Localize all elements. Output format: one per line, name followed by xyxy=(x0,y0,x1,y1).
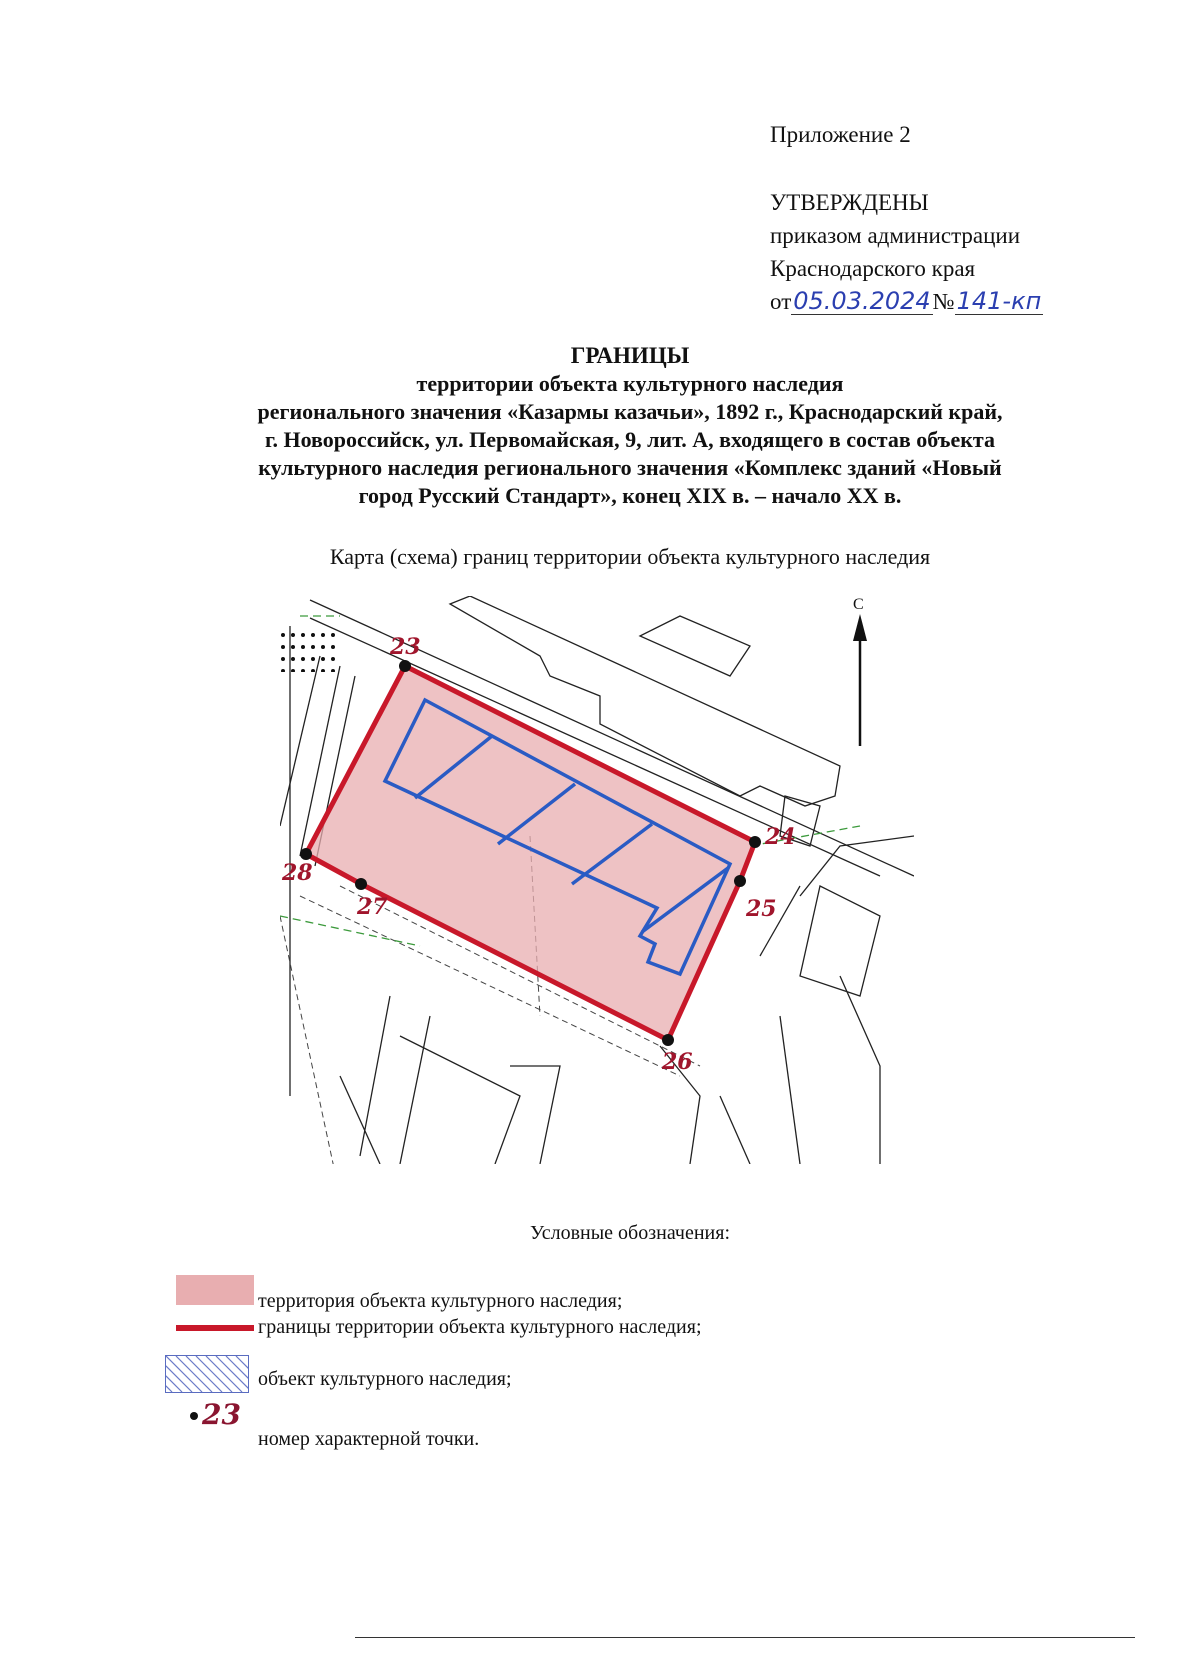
map-caption: Карта (схема) границ территории объекта культурного наследия xyxy=(329,544,931,569)
point-26-label: 26 xyxy=(662,1049,693,1075)
legend-point-sample: 23 xyxy=(202,1398,241,1431)
title-line-3: г. Новороссийск, ул. Первомайская, 9, лит. А, входящего в состав объекта xyxy=(264,427,996,452)
legend-boundary-swatch xyxy=(176,1325,254,1331)
tree-dots xyxy=(280,632,340,672)
date-prefix: от xyxy=(770,289,792,314)
north-label: С xyxy=(853,596,864,613)
point-25-marker xyxy=(734,875,746,887)
approval-date-number xyxy=(770,285,1043,318)
legend-hatch-swatch xyxy=(165,1355,249,1393)
title-line-5: город Русский Стандарт», конец XIX в. – начало XX в. xyxy=(358,483,902,508)
legend-territory-text: территория объекта культурного наследия; xyxy=(258,1290,623,1312)
point-24-marker xyxy=(749,836,761,848)
legend-title: Условные обозначения: xyxy=(529,1222,731,1244)
legend-territory-swatch xyxy=(176,1275,254,1305)
title-line-1: территории объекта культурного наследия xyxy=(416,371,844,396)
point-25-label: 25 xyxy=(746,896,777,922)
title-line-4: культурного наследия регионального значения «Комплекс зданий «Новый xyxy=(258,455,1002,480)
point-27-marker xyxy=(355,878,367,890)
approved-line-2: Краснодарского края xyxy=(770,256,976,281)
approved-line-1: приказом администрации xyxy=(770,223,1021,248)
legend-point-dot xyxy=(190,1412,198,1420)
bottom-rule xyxy=(355,1637,1135,1638)
number-prefix: № xyxy=(932,289,955,314)
point-26-marker xyxy=(662,1034,674,1046)
point-23-marker xyxy=(399,660,411,672)
handwritten-number: 141-кп xyxy=(956,287,1042,315)
title-main: ГРАНИЦЫ xyxy=(570,343,690,368)
map-svg xyxy=(280,596,914,1164)
point-27-label: 27 xyxy=(357,894,388,920)
legend-object-text: объект культурного наследия; xyxy=(258,1368,512,1390)
territory-polygon xyxy=(306,666,755,1040)
point-28-marker xyxy=(300,848,312,860)
boundary-map xyxy=(280,596,914,1164)
point-28-label: 28 xyxy=(282,860,313,886)
approval-block xyxy=(770,186,1043,318)
approved-title: УТВЕРЖДЕНЫ xyxy=(770,190,929,215)
appendix-label: Приложение 2 xyxy=(770,122,911,147)
north-arrow-icon xyxy=(853,614,867,746)
legend-boundary-text: границы территории объекта культурного наследия; xyxy=(258,1316,702,1338)
handwritten-date: 05.03.2024 xyxy=(793,287,931,315)
document-title xyxy=(150,342,1110,510)
title-line-2: регионального значения «Казармы казачьи», 1892 г., Краснодарский край, xyxy=(257,399,1003,424)
point-23-label: 23 xyxy=(390,634,421,660)
legend-point-text: номер характерной точки. xyxy=(258,1428,480,1450)
point-24-label: 24 xyxy=(765,824,796,850)
